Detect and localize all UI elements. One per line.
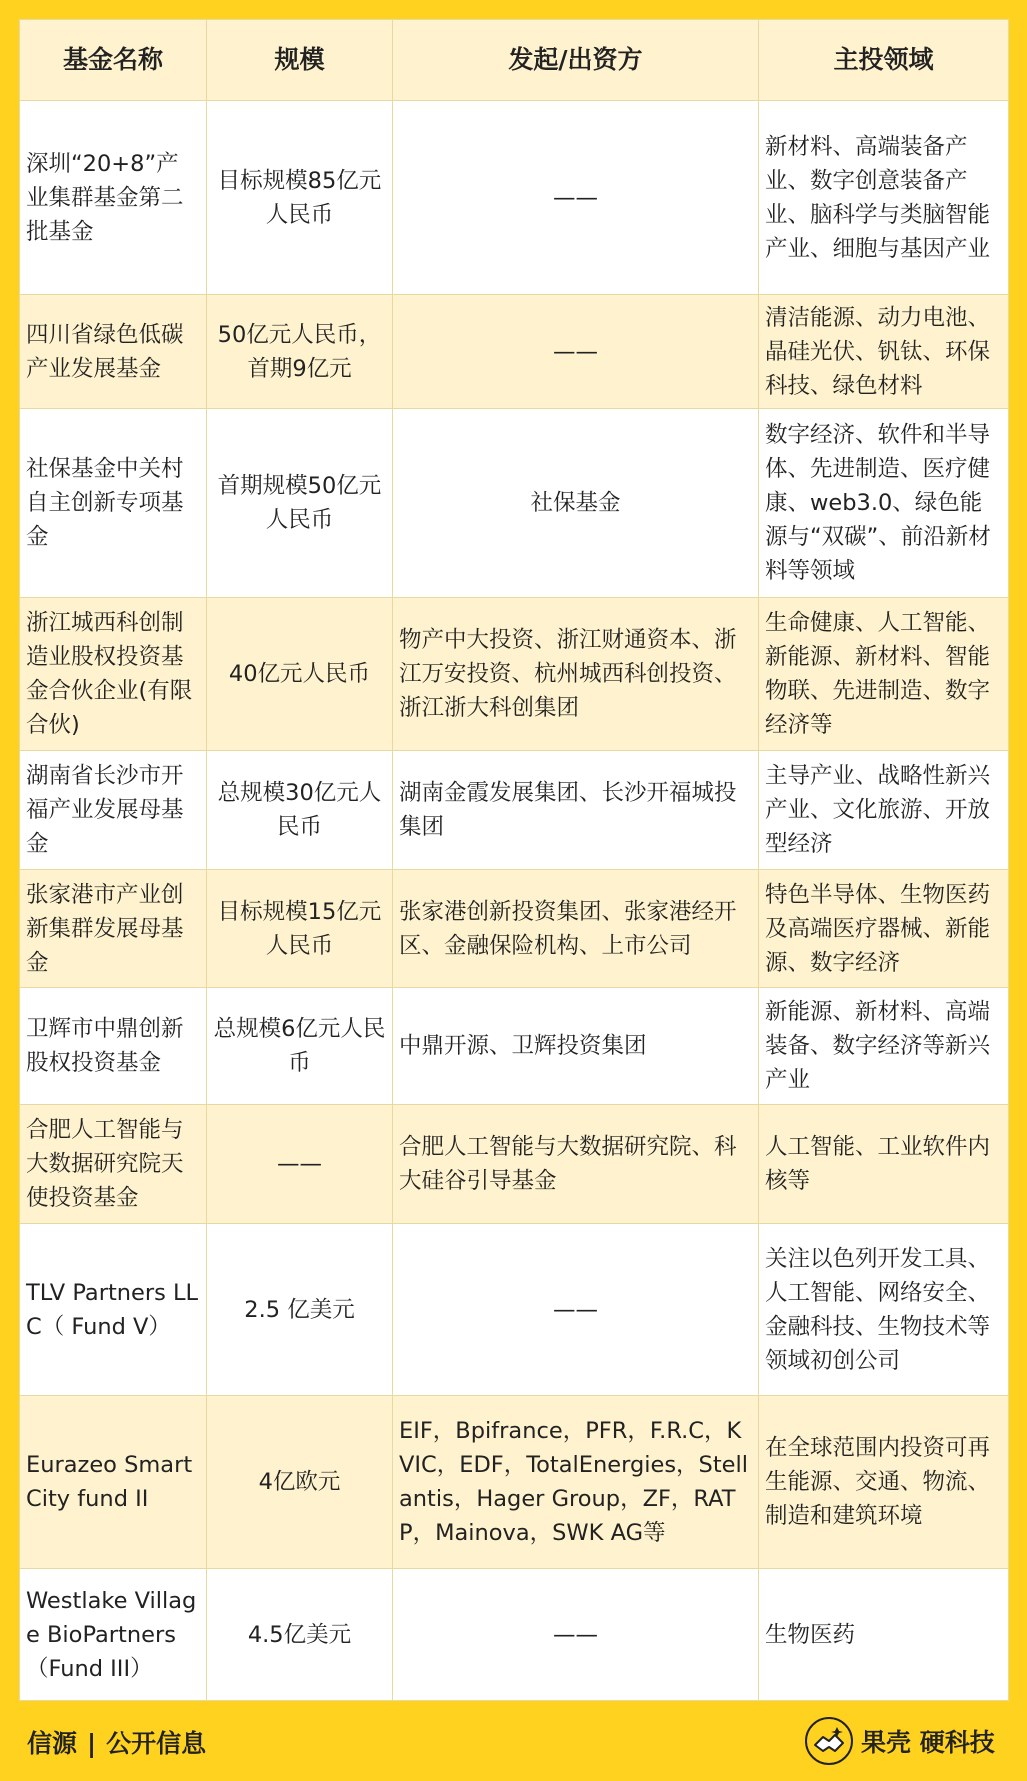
sponsor-cell: 社保基金 [393,408,759,597]
focus-cell: 清洁能源、动力电池、晶硅光伏、钒钛、环保科技、绿色材料 [759,295,1009,408]
focus-cell: 生命健康、人工智能、新能源、新材料、智能物联、先进制造、数字经济等 [759,597,1009,750]
focus-cell: 数字经济、软件和半导体、先进制造、医疗健康、web3.0、绿色能源与“双碳”、前沿新材料等领域 [759,408,1009,597]
table-row [20,750,1009,869]
sponsor-cell: 中鼎开源、卫辉投资集团 [393,988,759,1105]
focus-cell: 人工智能、工业软件内核等 [759,1105,1009,1224]
fund-name-cell: 合肥人工智能与大数据研究院天使投资基金 [20,1105,207,1224]
fund-name-cell: 深圳“20+8”产业集群基金第二批基金 [20,101,207,295]
table-row [20,1569,1009,1701]
sponsor-cell: —— [393,1569,759,1701]
sponsor-cell: EIF，Bpifrance，PFR，F.R.C，KVIC，EDF，TotalEnergies，Stellantis，Hager Group，ZF，RATP，Mainova，SWK AG等 [393,1396,759,1569]
fund-name-cell: 浙江城西科创制造业股权投资基金合伙企业(有限合伙) [20,597,207,750]
sponsor-cell: —— [393,101,759,295]
header-scale: 规模 [207,20,393,101]
focus-cell: 新材料、高端装备产业、数字创意装备产业、脑科学与类脑智能产业、细胞与基因产业 [759,101,1009,295]
brand-logo [805,1715,995,1767]
focus-cell: 新能源、新材料、高端装备、数字经济等新兴产业 [759,988,1009,1105]
fund-name-cell: TLV Partners LLC（ Fund V） [20,1223,207,1396]
fund-name-cell: 卫辉市中鼎创新股权投资基金 [20,988,207,1105]
fund-name-cell: 张家港市产业创新集群发展母基金 [20,869,207,988]
scale-cell: 2.5 亿美元 [207,1223,393,1396]
table-row [20,1223,1009,1396]
scale-cell: 40亿元人民币 [207,597,393,750]
focus-cell: 生物医药 [759,1569,1009,1701]
fund-name-cell: Westlake Village BioPartners（Fund III） [20,1569,207,1701]
table-row [20,988,1009,1105]
table-row [20,101,1009,295]
scale-cell: 目标规模15亿元人民币 [207,869,393,988]
scale-cell: 4亿欧元 [207,1396,393,1569]
table-row [20,1105,1009,1224]
sponsor-cell: —— [393,295,759,408]
header-focus: 主投领域 [759,20,1009,101]
fund-table [19,19,1009,1701]
source-value: 公开信息 [106,1729,207,1758]
sponsor-cell: 物产中大投资、浙江财通资本、浙江万安投资、杭州城西科创投资、浙江浙大科创集团 [393,597,759,750]
table-row [20,869,1009,988]
table-header-row [20,20,1009,101]
source-separator: | [87,1729,97,1758]
scale-cell: 目标规模85亿元人民币 [207,101,393,295]
scale-cell: 总规模30亿元人民币 [207,750,393,869]
sponsor-cell: 合肥人工智能与大数据研究院、科大硅谷引导基金 [393,1105,759,1224]
footer [0,1701,1027,1781]
fund-name-cell: 社保基金中关村自主创新专项基金 [20,408,207,597]
table-row [20,597,1009,750]
header-sponsor: 发起/出资方 [393,20,759,101]
fund-name-cell: 四川省绿色低碳产业发展基金 [20,295,207,408]
sponsor-cell: 张家港创新投资集团、张家港经开区、金融保险机构、上市公司 [393,869,759,988]
scale-cell: —— [207,1105,393,1224]
focus-cell: 特色半导体、生物医药及高端医疗器械、新能源、数字经济 [759,869,1009,988]
table-row [20,1396,1009,1569]
sponsor-cell: —— [393,1223,759,1396]
scale-cell: 首期规模50亿元人民币 [207,408,393,597]
source-line [27,1724,206,1760]
focus-cell: 主导产业、战略性新兴产业、文化旅游、开放型经济 [759,750,1009,869]
brand-name: 果壳 硬科技 [861,1728,995,1757]
header-fund-name: 基金名称 [20,20,207,101]
table-frame [19,19,1008,1701]
focus-cell: 关注以色列开发工具、人工智能、网络安全、金融科技、生物技术等领域初创公司 [759,1223,1009,1396]
scale-cell: 50亿元人民币，首期9亿元 [207,295,393,408]
scale-cell: 4.5亿美元 [207,1569,393,1701]
handshake-icon [805,1717,853,1765]
source-label: 信源 [27,1729,78,1758]
focus-cell: 在全球范围内投资可再生能源、交通、物流、制造和建筑环境 [759,1396,1009,1569]
fund-name-cell: 湖南省长沙市开福产业发展母基金 [20,750,207,869]
fund-name-cell: Eurazeo Smart City fund II [20,1396,207,1569]
sponsor-cell: 湖南金霞发展集团、长沙开福城投集团 [393,750,759,869]
table-row [20,408,1009,597]
table-row [20,295,1009,408]
scale-cell: 总规模6亿元人民币 [207,988,393,1105]
